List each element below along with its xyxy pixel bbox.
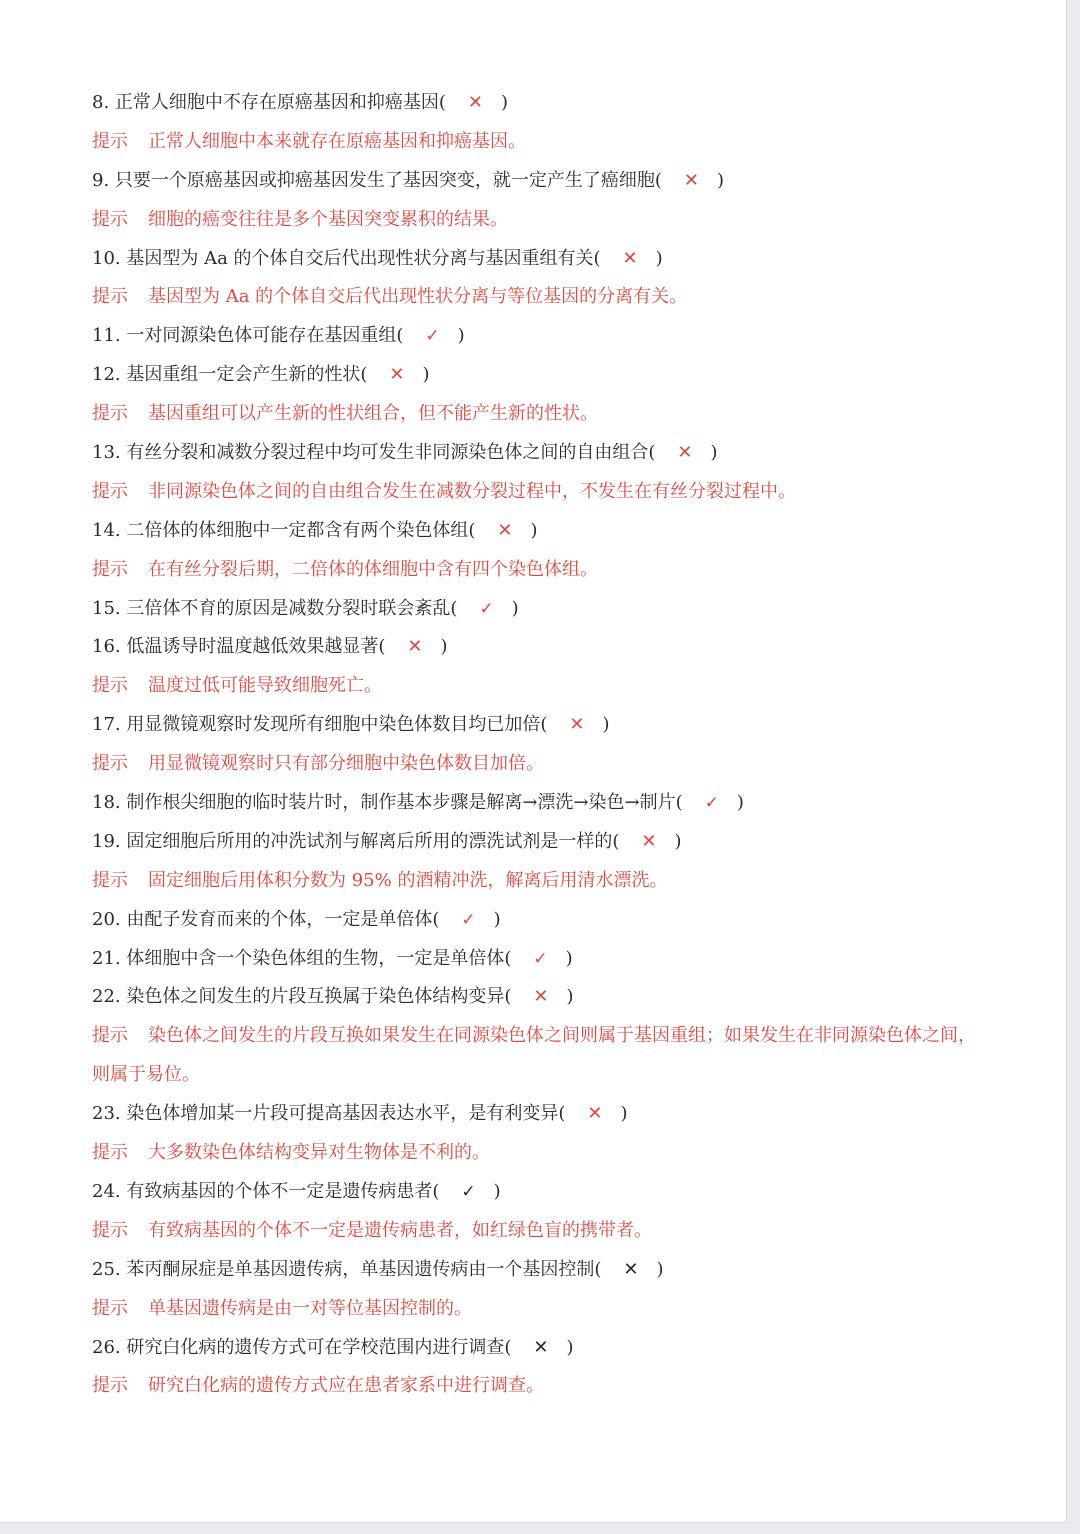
hint-text: 温度过低可能导致细胞死亡。 bbox=[148, 675, 382, 697]
answer-paren-close: ) bbox=[620, 1103, 628, 1125]
hint-label: 提示 bbox=[92, 403, 128, 425]
question-text: 10. 基因型为 Aa 的个体自交后代出现性状分离与基因重组有关( bbox=[92, 247, 601, 269]
answer-paren-close: ) bbox=[422, 364, 430, 386]
question-item bbox=[92, 356, 992, 395]
hint-text: 正常人细胞中本来就存在原癌基因和抑癌基因。 bbox=[148, 130, 526, 152]
answer-cross-mark: ✕ bbox=[587, 1103, 603, 1125]
question-item bbox=[92, 512, 992, 551]
question-item bbox=[92, 317, 992, 356]
answer-paren-close: ) bbox=[501, 92, 509, 113]
answer-cross-mark: ✕ bbox=[467, 92, 484, 113]
answer-cross-mark: ✕ bbox=[622, 247, 638, 269]
hint-label: 提示 bbox=[92, 480, 128, 502]
answer-paren-close: ) bbox=[674, 830, 682, 852]
hint-item bbox=[92, 862, 992, 901]
question-text: 13. 有丝分裂和减数分裂过程中均可发生非同源染色体之间的自由组合( bbox=[92, 442, 656, 464]
answer-cross-mark: ✕ bbox=[533, 986, 549, 1008]
hint-label: 提示 bbox=[92, 1375, 128, 1397]
hint-item bbox=[92, 1290, 992, 1329]
hint-label: 提示 bbox=[92, 1297, 128, 1319]
hint-item bbox=[92, 667, 992, 706]
hint-item bbox=[92, 201, 992, 240]
hint-label: 提示 bbox=[92, 286, 128, 308]
hint-label: 提示 bbox=[92, 1142, 128, 1164]
question-text: 17. 用显微镜观察时发现所有细胞中染色体数目均已加倍( bbox=[92, 714, 548, 736]
answer-check-mark: ✓ bbox=[479, 598, 494, 619]
answer-cross-mark: ✕ bbox=[497, 519, 513, 541]
answer-paren-close: ) bbox=[736, 792, 744, 814]
answer-paren-close: ) bbox=[656, 1258, 664, 1280]
hint-label: 提示 bbox=[92, 208, 128, 230]
hint-text: 用显微镜观察时只有部分细胞中染色体数目加倍。 bbox=[148, 753, 544, 775]
hint-item bbox=[92, 395, 992, 434]
question-text: 24. 有致病基因的个体不一定是遗传病患者( bbox=[92, 1180, 440, 1202]
answer-check-mark: ✓ bbox=[461, 909, 476, 930]
hint-label: 提示 bbox=[92, 753, 128, 775]
answer-cross-mark: ✕ bbox=[389, 364, 405, 386]
question-item bbox=[92, 940, 992, 979]
question-item bbox=[92, 1173, 992, 1212]
hint-text: 固定细胞后用体积分数为 95% 的酒精冲洗，解离后用清水漂洗。 bbox=[148, 869, 668, 891]
question-text: 23. 染色体增加某一片段可提高基因表达水平，是有利变异( bbox=[92, 1103, 566, 1125]
question-text: 25. 苯丙酮尿症是单基因遗传病，单基因遗传病由一个基因控制( bbox=[92, 1258, 602, 1280]
question-item bbox=[92, 978, 992, 1017]
answer-paren-close: ) bbox=[457, 325, 465, 347]
question-item bbox=[92, 901, 992, 940]
answer-check-mark: ✓ bbox=[461, 1181, 476, 1202]
answer-paren-close: ) bbox=[655, 247, 663, 269]
question-item bbox=[92, 1251, 992, 1290]
question-text: 14. 二倍体的体细胞中一定都含有两个染色体组( bbox=[92, 519, 476, 541]
answer-cross-mark: ✕ bbox=[641, 830, 657, 852]
hint-item bbox=[92, 745, 992, 784]
hint-label: 提示 bbox=[92, 558, 128, 580]
answer-cross-mark: ✕ bbox=[407, 636, 423, 658]
answer-paren-close: ) bbox=[566, 986, 574, 1008]
answer-paren-close: ) bbox=[565, 947, 573, 969]
question-text: 26. 研究白化病的遗传方式可在学校范围内进行调查( bbox=[92, 1336, 512, 1358]
answer-paren-close: ) bbox=[440, 636, 448, 658]
hint-item bbox=[92, 1212, 992, 1251]
question-text: 19. 固定细胞后所用的冲洗试剂与解离后所用的漂洗试剂是一样的( bbox=[92, 830, 620, 852]
question-item bbox=[92, 1329, 992, 1368]
hint-item bbox=[92, 551, 992, 590]
hint-text: 染色体之间发生的片段互换如果发生在同源染色体之间则属于基因重组；如果发生在非同源染色体之间，则属于易位。 bbox=[92, 1025, 976, 1086]
hint-label: 提示 bbox=[92, 675, 128, 697]
hint-label: 提示 bbox=[92, 130, 128, 152]
answer-paren-close: ) bbox=[493, 908, 501, 930]
question-text: 21. 体细胞中含一个染色体组的生物，一定是单倍体( bbox=[92, 947, 512, 969]
question-text: 12. 基因重组一定会产生新的性状( bbox=[92, 364, 368, 386]
answer-check-mark: ✓ bbox=[533, 948, 548, 969]
answer-paren-close: ) bbox=[530, 519, 538, 541]
answer-cross-mark: ✕ bbox=[683, 169, 700, 191]
question-item bbox=[92, 240, 992, 279]
answer-paren-close: ) bbox=[602, 714, 610, 736]
question-item bbox=[92, 84, 992, 123]
answer-cross-mark: ✕ bbox=[677, 442, 693, 464]
question-item bbox=[92, 162, 992, 201]
answer-cross-mark: ✕ bbox=[533, 1336, 549, 1358]
question-text: 18. 制作根尖细胞的临时装片时，制作基本步骤是解离→漂洗→染色→制片( bbox=[92, 792, 683, 814]
answer-paren-close: ) bbox=[710, 442, 718, 464]
hint-text: 有致病基因的个体不一定是遗传病患者，如红绿色盲的携带者。 bbox=[148, 1219, 652, 1241]
answer-check-mark: ✓ bbox=[425, 326, 440, 347]
question-text: 11. 一对同源染色体可能存在基因重组( bbox=[92, 325, 404, 347]
hint-text: 细胞的癌变往往是多个基因突变累积的结果。 bbox=[148, 208, 508, 230]
hint-label: 提示 bbox=[92, 869, 128, 891]
question-text: 20. 由配子发育而来的个体，一定是单倍体( bbox=[92, 908, 440, 930]
answer-cross-mark: ✕ bbox=[569, 714, 585, 736]
hint-item bbox=[92, 1134, 992, 1173]
hint-text: 基因重组可以产生新的性状组合，但不能产生新的性状。 bbox=[148, 403, 598, 425]
hint-text: 基因型为 Aa 的个体自交后代出现性状分离与等位基因的分离有关。 bbox=[148, 286, 688, 308]
answer-check-mark: ✓ bbox=[704, 793, 719, 814]
question-item bbox=[92, 706, 992, 745]
question-text: 16. 低温诱导时温度越低效果越显著( bbox=[92, 636, 386, 658]
question-item bbox=[92, 1095, 992, 1134]
hint-label: 提示 bbox=[92, 1025, 128, 1047]
hint-text: 在有丝分裂后期，二倍体的体细胞中含有四个染色体组。 bbox=[148, 558, 598, 580]
hint-item bbox=[92, 1017, 992, 1095]
answer-paren-close: ) bbox=[493, 1180, 501, 1202]
answer-paren-close: ) bbox=[566, 1336, 574, 1358]
hint-item bbox=[92, 278, 992, 317]
question-item bbox=[92, 434, 992, 473]
hint-text: 研究白化病的遗传方式应在患者家系中进行调查。 bbox=[148, 1375, 544, 1397]
question-text: 15. 三倍体不育的原因是减数分裂时联会紊乱( bbox=[92, 597, 458, 619]
question-item bbox=[92, 590, 992, 629]
hint-text: 单基因遗传病是由一对等位基因控制的。 bbox=[148, 1297, 472, 1319]
question-text: 8. 正常人细胞中不存在原癌基因和抑癌基因( bbox=[92, 92, 446, 113]
hint-item bbox=[92, 123, 992, 162]
answer-cross-mark: ✕ bbox=[623, 1258, 639, 1280]
answer-paren-close: ) bbox=[717, 169, 725, 191]
question-item bbox=[92, 784, 992, 823]
answer-paren-close: ) bbox=[511, 597, 519, 619]
question-text: 22. 染色体之间发生的片段互换属于染色体结构变异( bbox=[92, 986, 512, 1008]
hint-text: 非同源染色体之间的自由组合发生在减数分裂过程中，不发生在有丝分裂过程中。 bbox=[148, 480, 796, 502]
question-text: 9. 只要一个原癌基因或抑癌基因发生了基因突变，就一定产生了癌细胞( bbox=[92, 169, 662, 191]
hint-label: 提示 bbox=[92, 1219, 128, 1241]
question-item bbox=[92, 628, 992, 667]
question-list bbox=[92, 84, 992, 1406]
hint-text: 大多数染色体结构变异对生物体是不利的。 bbox=[148, 1142, 490, 1164]
hint-item bbox=[92, 1367, 992, 1406]
hint-item bbox=[92, 473, 992, 512]
question-item bbox=[92, 823, 992, 862]
